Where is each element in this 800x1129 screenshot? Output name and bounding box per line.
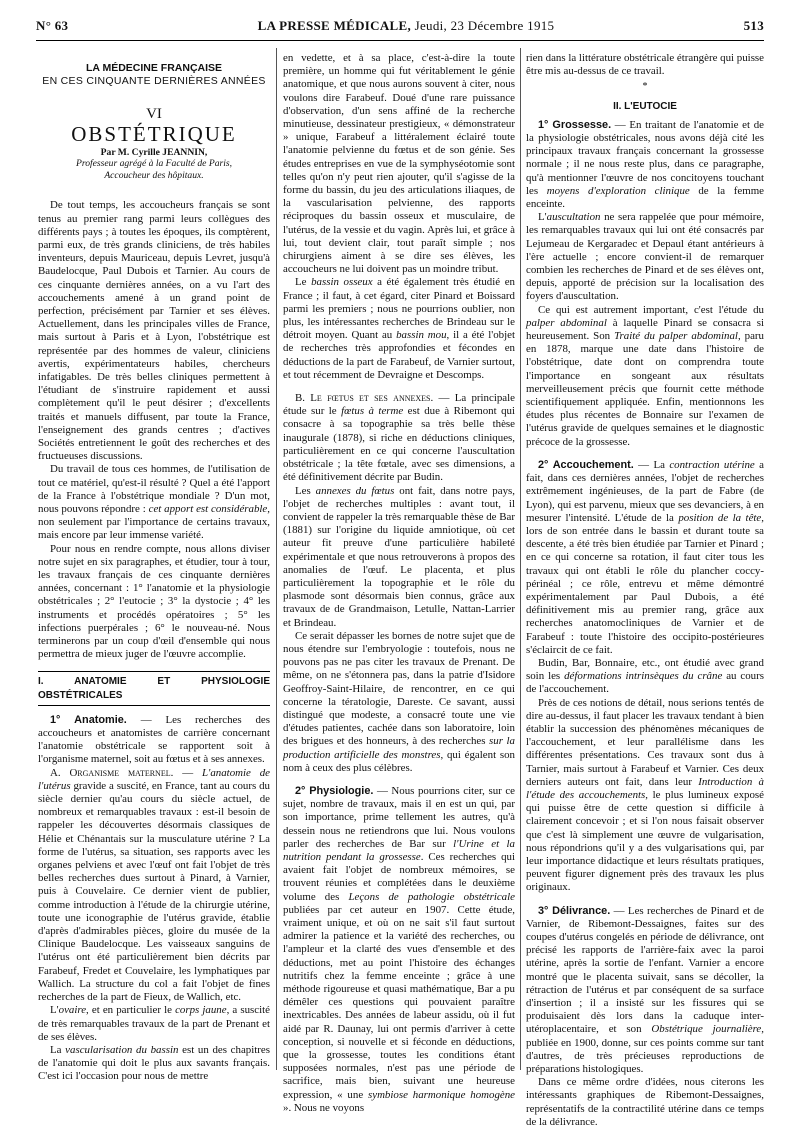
paragraph: B. Le fœtus et ses annexes. — La principale étude sur le fœtus à terme est due à Ribemont qui consacre à sa topographie sa très belle thèse inaugurale (1878), si riche en déductions cliniques, particulièrement en ce qui concerne l'auscultation obstétricale ; la tête fœtale, avec ses dimensions, a été définitivement décrite par Budin. bbox=[283, 392, 515, 484]
journal-name: LA PRESSE MÉDICALE, bbox=[257, 18, 412, 33]
paragraph: Budin, Bar, Bonnaire, etc., ont étudié avec grand soin les déformations intrinsèques du crâne au cours de l'accouchement. bbox=[526, 656, 764, 696]
paragraph: Près de ces notions de détail, nous serions tentés de dire au-dessus, il faut placer les travaux tendant à bien établir la succession des phénomènes mécaniques de l'accouchement, et leur parallélisme dans les différentes présentations. Ces travaux sont dus à Tarnier, mais surtout à Farabeuf et Varnier. Ces deux derniers auteurs ont fait, dans leur Introduction à l'étude des accouchements, le plus lumineux exposé qui puisse être de cette question si difficile à clairement concevoir ; et si l'on nous faisait observer que c'est là simplement une œuvre de vulgarisation, nous répondrions qu'il y a des vulgarisations qui, par leur importance didactique et leurs résultats pratiques, peuvent figurer dignement près des travaux les plus originaux. bbox=[526, 696, 764, 894]
page-header bbox=[36, 18, 764, 40]
paragraph: 2° Physiologie. — Nous pourrions citer, sur ce sujet, nombre de travaux, mais il en est un qui, par son importance, prime tellement les autres, qu'à dessein nous ne retiendrons que lui. Nous voulons parler des recherches de Bar sur l'Urine et la nutrition pendant la grossesse. Ces recherches qui avaient fait l'objet de nombreux mémoires, se trouvent réunies et complétées dans le deuxième volume des Leçons de pathologie obstétricale publiées par cet auteur en 1907. Cette étude, vraiment unique, et où on ne sait s'il faut surtout admirer la patience et la variété des recherches, ou l'ampleur et la clarté des vues d'ensemble et des déductions, met au point l'histoire des échanges nutritifs chez la femme enceinte ; grâce à une méthode rigoureuse et quasi mathématique, Bar a pu démêler ces questions qui pouvaient paraître inextricables. Des années de labeur assidu, où il fut aidé par R. Daunay, lui ont permis d'arriver à cette conception, si nouvelle et si féconde en déductions, que la grossesse, toutes les conditions étant supposées normales, n'est pas une période de sacrifice, mais bien, suivant une heureuse expression, « une symbiose harmonique homogène ». Nous ne voyons bbox=[283, 784, 516, 1114]
issue-number: N° 63 bbox=[36, 18, 69, 33]
paragraph: De tout temps, les accoucheurs français se sont tenus au premier rang parmi leurs collègues des différents pays ; à toutes les époques, ils comptèrent, parmi eux, de très grands cliniciens, de très habiles inventeurs, depuis Mauriceau, depuis Levret, jusqu'à Baudelocque, Paul Dubois et Tarnier. Au cours de ces cinquante dernières années, on a vu l'art des accouchements amené à un grand point de perfection, précisément par Tarnier et ses élèves. Actuellement, dans les principales villes de France, mais surtout à Paris et à Lyon, l'obstétrique est représentée par des hommes de valeur, cliniciens avertis, expérimentateurs habiles, chercheurs infatigables. De très belles cliniques permettent à l'étudiant de s'instruire rapidement et aussi complètement qu'il le peut désirer ; d'excellents traités et manuels diffusent, par toute la France, l'enseignement des grands centres ; d'actives Sociétés entretiennent le goût des recherches et des fructueuses discussions. bbox=[38, 199, 270, 463]
paragraph: Pour nous en rendre compte, nous allons diviser notre sujet en six paragraphes, et étudier, tour à tour, les travaux français de ces cinquante dernières années, concernant : 1° l'anatomie et la physiologie obstétricales ; 2° l'eutocie ; 3° la dystocie ; 4° les instruments et procédés opératoires ; 5° les infections puerpérales ; 6° le nouveau-né. Nous terminerons par un coup d'œil d'ensemble qui nous permettra de mieux juger de l'œuvre accomplie. bbox=[38, 542, 270, 661]
article-title: OBSTÉTRIQUE bbox=[71, 121, 237, 146]
series-subtitle: EN CES CINQUANTE DERNIÈRES ANNÉES bbox=[42, 75, 266, 88]
column-3 bbox=[526, 52, 765, 1128]
paragraph: 1° Grossesse. — En traitant de l'anatomie et de la physiologie obstétricales, nous avons déjà cité les principaux travaux français concernant la grossesse normale ; il ne nous reste plus, dans ce paragraphe, qu'à mentionner l'œuvre de nos concitoyens touchant les moyens d'exploration clinique de la femme enceinte. bbox=[526, 118, 765, 211]
paragraph: La vascularisation du bassin est un des chapitres de l'anatomie qui doit le plus aux savants français. C'est ici l'occasion pour nous de mettre bbox=[38, 1043, 270, 1083]
column-divider bbox=[520, 48, 521, 1070]
author-title: Accoucheur des hôpitaux. bbox=[104, 169, 204, 181]
paragraph: L'auscultation ne sera rappelée que pour mémoire, les remarquables travaux qui lui ont été consacrés par Lejumeau de Kergaradec et Depaul étant antérieurs à l'ère actuelle ; encore convient-il de remarquer combien les recherches de Pinard et de ses élèves ont, depuis, apporté de précision sur la localisation des foyers d'auscultation. bbox=[526, 211, 764, 303]
paragraph: en vedette, et à sa place, c'est-à-dire la toute première, un homme qui fut véritablement le génie anatomique, et que nous aurons souvent à citer, nous voulons dire Farabeuf. Doué d'une rare puissance d'observation, d'un sens affiné de la recherche minutieuse, dessinateur prestigieux, « démonstrateur » unique, Farabeuf a littéralement éclairé toute l'anatomie pelvienne du fœtus et de son génie. Ses études entreprises en vue de la symphyséotomie sont telles qu'on n'y peut rien ajouter, qu'il s'agisse de la forme du bassin, du jeu des articulations iliaques, de la vascularisation pelvienne, des rapports réciproques du bassin osseux et musculaire, de l'utérus, de la vessie et du vagin. Après lui, et grâce à lui, tout devient clair, tout paraît simple ; nos chirurgiens aiment à se dire ses élèves, les accoucheurs ne lui doivent pas un moindre tribut. bbox=[283, 52, 515, 276]
paragraph: Dans ce même ordre d'idées, nous citerons les intéressants graphiques de Ribemont-Dessaignes, représentatifs de la contractilité utérine dans ce temps de la délivrance. bbox=[526, 1076, 764, 1128]
paragraph: Ce qui est autrement important, c'est l'étude du palper abdominal à laquelle Pinard se consacra si heureusement. Son Traité du palper abdominal, paru en 1878, marque une date dans l'histoire de l'obstétrique, date dont on comprendra toute l'importance en songeant aux résultats merveilleusement précis que fournit cette méthode scientifiquement appliquée. Enfin, mentionnons les études plus récentes de Bonnaire sur l'examen de l'utérus gravide de quelques semaines et le diagnostic précoce de la grossesse. bbox=[526, 303, 765, 448]
author-name: Par M. Cyrille JEANNIN, bbox=[100, 146, 208, 158]
paragraph: rien dans la littérature obstétricale étrangère qui puisse être mis au-dessus de ce travail. bbox=[526, 52, 764, 78]
page-folio: 513 bbox=[743, 18, 764, 33]
paragraph: 1° Anatomie. — Les recherches des accoucheurs et anatomistes de carrière concernant l'anatomie obstétricale se rapportent soit à l'organisme maternel, soit au fœtus et à ses annexes. bbox=[38, 713, 270, 766]
paragraph: A. Organisme maternel. — L'anatomie de l'utérus gravide a suscité, en France, tant au cours du siècle dernier qu'au cours du siècle actuel, de nombreux et remarquables travaux : est-il besoin de rappeler les découvertes désormais classiques de Hélie et Chénantais sur la musculature utérine ? La forme de l'utérus, sa situation, ses rapports avec les organes pelviens et avec l'œuf ont fait l'objet de très belles recherches dues surtout à Pinard, à Varnier, puis à Couvelaire. Ce dernier vient de publier, comme introduction à l'étude de la chirurgie utérine, toute une iconographie de l'utérus gravide, établie d'après d'admirables pièces, gloire du musée de la Clinique Baudelocque. Les vaisseaux sanguins de l'utérus ont été particulièrement bien décrits par Farabeuf, Fredet et Couvelaire, les lymphatiques par Wallich. La structure du col a fait l'objet de fines recherches de la part de Fieux, de Wallich, etc. bbox=[38, 766, 271, 1004]
section-ornament: * bbox=[642, 81, 648, 93]
header-rule bbox=[36, 40, 764, 41]
column-2 bbox=[283, 52, 516, 1114]
author-title: Professeur agrégé à la Faculté de Paris, bbox=[75, 158, 233, 170]
paragraph: L'ovaire, et en particulier le corps jaune, a suscité de très remarquables travaux de la part de Prenant et de ses élèves. bbox=[38, 1004, 270, 1043]
journal-title bbox=[258, 18, 555, 34]
paragraph: 3° Délivrance. — Les recherches de Pinard et de Varnier, de Ribemont-Dessaignes, faites sur des coupes d'utérus congelés en période de délivrance, ont précisé les rapports de l'arrière-faix avec la paroi utérine, après la sortie de l'enfant. Varnier a encore montré que le placenta suivait, sans se décoller, la rétraction de l'utérus et par conséquent de sa surface d'insertion ; il a insisté sur les fissures qui se produisaient dès lors dans la caduque inter-utéroplacentaire, et son Obstétrique journalière, publiée en 1900, donne, sur ces points comme sur tant d'autres, de très précieuses reproductions de préparations histologiques. bbox=[526, 904, 765, 1076]
paragraph: Les annexes du fœtus ont fait, dans notre pays, l'objet de recherches multiples : avant tout, il convient de rappeler la très remarquable thèse de Bar (1881) sur l'origine du liquide amniotique, où cet auteur fit preuve d'une particulière habileté expérimentale et que nous retrouverons à propos des anomalies de l'œuf. Le placenta, et plus particulièrement la topographie et le rôle du plasmode sont désormais bien connus, grâce aux travaux de de Grandmaison, Letulle, Nattan-Larrier et Brindeau. bbox=[283, 484, 515, 629]
series-title: LA MÉDECINE FRANÇAISE bbox=[85, 62, 223, 74]
column-divider bbox=[276, 48, 277, 1070]
byline bbox=[38, 147, 270, 182]
section-heading: I. ANATOMIE ET PHYSIOLOGIE OBSTÉTRICALES bbox=[38, 671, 270, 705]
issue-date: Jeudi, 23 Décembre 1915 bbox=[414, 18, 555, 33]
paragraph: Le bassin osseux a été également très étudié en France ; il faut, à cet égard, citer Pinard et Boissard parmi les premiers ; nous ne pourrions oublier, non plus, les intéressantes recherches de Brindeau sur le détroit moyen. Quant au bassin mou, il a été l'objet de recherches très approfondies et fécondes en déductions de la part de Farabeuf, de Varnier surtout, et tout récemment de Devraigne et Descomps. bbox=[283, 276, 515, 381]
paragraph: Du travail de tous ces hommes, de l'utilisation de tout ce matériel, qu'est-il résulté ? Quel a été l'apport de la France à l'obstétrique mondiale ? D'un mot, nous pouvons répondre : cet apport est considérable, non seulement par l'importance de certains travaux, mais encore par leur immense variété. bbox=[38, 463, 271, 542]
paragraph: 2° Accouchement. — La contraction utérine a fait, dans ces dernières années, l'objet de recherches extrêmement ingénieuses, de la part de Fabre (de Lyon), qui est parvenu, mieux que ses devanciers, à en mesurer l'intensité. L'étude de la position de la tête, lors de son entrée dans le bassin et durant toute sa descente, a été très bien étudiée par Tarnier et Pinard ; en ce qui concerne sa rotation, il faut citer tous les travaux qui ont établi le rôle du plancher coccy-périnéal ; ce rôle, entrevu et même démontré expérimentalement par Paul Dubois, a été définitivement mis au premier rang, grâce aux recherches anatomocliniques de Varnier et de Farabeuf : toute l'histoire des occipito-postérieures s'éclaircit de ce fait. bbox=[526, 458, 765, 656]
column-1 bbox=[38, 52, 271, 1083]
article-number: VI bbox=[146, 106, 162, 123]
section-heading: II. L'EUTOCIE bbox=[613, 100, 677, 112]
paragraph: Ce serait dépasser les bornes de notre sujet que de nous étendre sur l'embryologie : toutefois, nous ne pouvons pas ne pas citer les travaux de Prenant. De même, on ne s'étonnera pas, dans la patrie d'Isidore Geoffroy-Saint-Hilaire, de rencontrer, en ce qui concerne la tératologie, Dareste. Ce savant, aussi distingué que modeste, a consacré toute une vie d'études patientes, cachée dans son laboratoire, loin des brigues et des honneurs, à des recherches sur la production artificielle des monstres, qui égalent son nom à ceux des plus célèbres. bbox=[283, 629, 515, 774]
